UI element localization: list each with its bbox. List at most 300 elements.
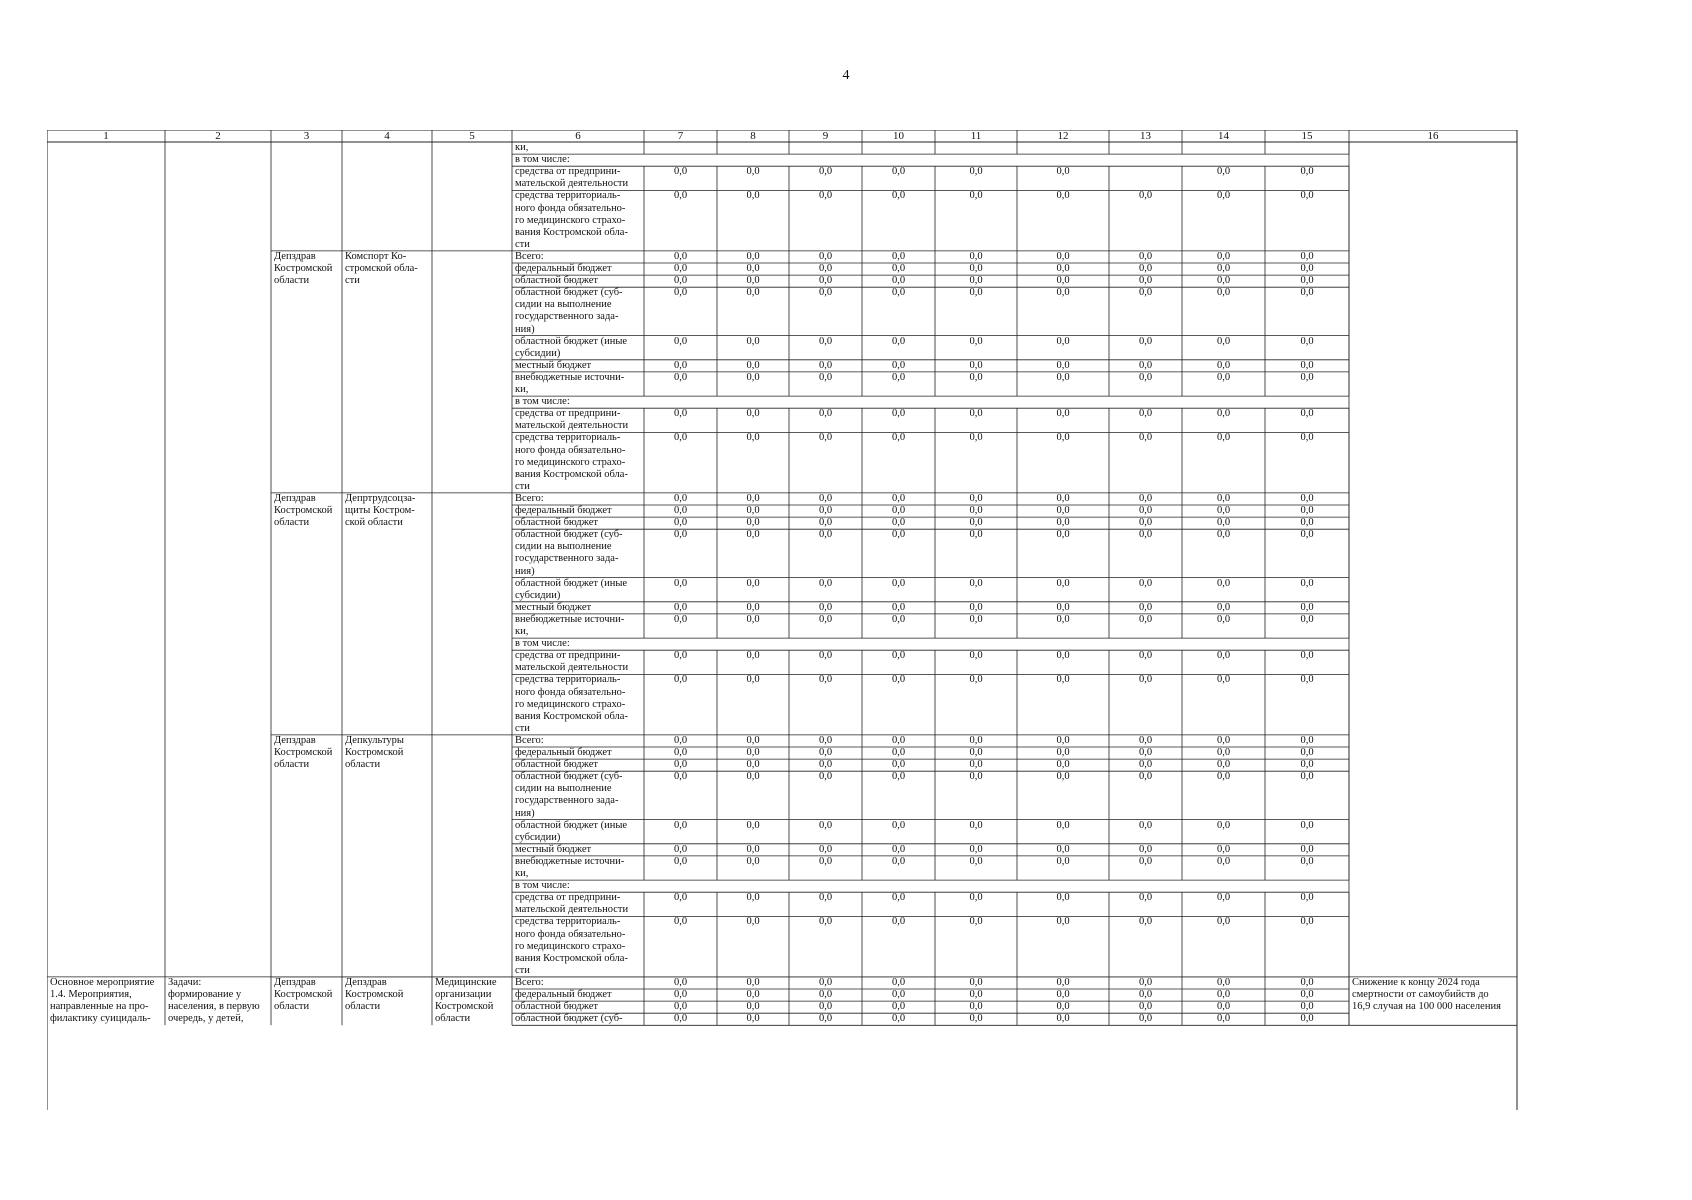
funding-row-value: 0,0 — [746, 335, 760, 347]
funding-row-value: 0,0 — [1138, 359, 1153, 371]
funding-row-label: вания Костромской обла- — [515, 468, 628, 480]
continuation-row-label: мательской деятельности — [515, 178, 629, 190]
funding-row-value: 0,0 — [673, 843, 688, 855]
funding-row-value: 0,0 — [1138, 674, 1153, 686]
funding-row-value: 0,0 — [746, 650, 760, 662]
funding-row-label: государственного зада- — [515, 553, 619, 565]
header-cell-16: 16 — [1427, 130, 1439, 142]
funding-row-value: 0,0 — [673, 371, 688, 383]
funding-row-value: 0,0 — [1216, 359, 1231, 371]
funding-row-label: Всего: — [515, 734, 544, 746]
funding-row-label: средства территориаль- — [515, 916, 621, 928]
funding-row-value: 0,0 — [1216, 734, 1231, 746]
funding-row-value: 0,0 — [891, 432, 906, 444]
funding-row-value: 0,0 — [1216, 371, 1231, 383]
funding-row-value: 0,0 — [1216, 674, 1231, 686]
funding-row-value: 0,0 — [891, 335, 906, 347]
funding-row-value: 0,0 — [969, 529, 983, 541]
funding-row-value: 0,0 — [1138, 650, 1153, 662]
funding-row-value: 0,0 — [746, 843, 760, 855]
funding-row-value: 0,0 — [818, 916, 833, 928]
executor-cell: области — [274, 275, 310, 287]
funding-row-value: 0,0 — [673, 1001, 688, 1013]
funding-row-value: 0,0 — [1056, 650, 1070, 662]
funding-row-label: сти — [515, 964, 530, 976]
funding-row-value: 0,0 — [746, 613, 760, 625]
funding-row-value: 0,0 — [891, 577, 906, 589]
coexecutor-cell: Депкультуры — [345, 734, 404, 746]
funding-row-value: 0,0 — [891, 1013, 906, 1025]
funding-row-label: местный бюджет — [515, 601, 592, 613]
funding-row-value: 0,0 — [818, 1001, 833, 1013]
funding-row-value: 0,0 — [1138, 1001, 1153, 1013]
funding-row-value: 0,0 — [969, 275, 983, 287]
funding-row-value: 0,0 — [818, 747, 833, 758]
funding-row-value: 0,0 — [891, 287, 906, 299]
executor-cell: области — [274, 759, 310, 771]
continuation-row-value: 0,0 — [891, 190, 906, 202]
funding-row-value: 0,0 — [1300, 855, 1314, 867]
funding-row-value: 0,0 — [818, 1013, 833, 1025]
continuation-row-label: ного фонда обязательно- — [515, 202, 626, 214]
funding-row-label: средства от предприни- — [515, 408, 621, 420]
funding-row-value: 0,0 — [818, 989, 833, 1000]
funding-row-value: 0,0 — [1300, 335, 1314, 347]
funding-row-value: 0,0 — [1056, 819, 1070, 831]
funding-row-value: 0,0 — [969, 771, 983, 783]
funding-row-value: 0,0 — [673, 359, 688, 371]
funding-row-label: государственного зада- — [515, 795, 619, 807]
participant-cell: Костромской — [435, 1001, 494, 1013]
funding-row-label: го медицинского страхо- — [515, 456, 626, 468]
funding-row-value: 0,0 — [746, 892, 760, 904]
funding-row-value: 0,0 — [746, 674, 760, 686]
funding-row-value: 0,0 — [1056, 771, 1070, 783]
funding-row-label: ния) — [515, 323, 535, 335]
funding-row-value: 0,0 — [1138, 855, 1153, 867]
coexecutor-cell: Костромской — [345, 747, 404, 758]
continuation-row-value: 0,0 — [746, 166, 760, 178]
funding-row-value: 0,0 — [746, 529, 760, 541]
coexecutor-cell: Костромской — [345, 989, 404, 1000]
funding-row-value: 0,0 — [1056, 275, 1070, 287]
funding-row-label: сидии на выполнение — [515, 783, 612, 795]
funding-row-value: 0,0 — [969, 505, 983, 516]
funding-row-value: 0,0 — [969, 432, 983, 444]
funding-row-label: мательской деятельности — [515, 662, 629, 674]
executor-cell: области — [274, 517, 310, 529]
coexecutor-cell: Депртрудсоцза- — [345, 492, 416, 504]
funding-row-label: федеральный бюджет — [515, 989, 612, 1000]
header-cell-6: 6 — [575, 130, 581, 142]
funding-row-value: 0,0 — [746, 577, 760, 589]
continuation-row-label: средства от предприни- — [515, 166, 621, 178]
funding-row-value: 0,0 — [969, 843, 983, 855]
funding-row-value: 0,0 — [746, 734, 760, 746]
continuation-row-value: 0,0 — [1056, 166, 1070, 178]
funding-row-value: 0,0 — [1056, 529, 1070, 541]
executor-cell: Депздрав — [274, 492, 316, 504]
participant-cell: области — [435, 1013, 471, 1025]
funding-row-value: 0,0 — [1138, 275, 1153, 287]
funding-row-value: 0,0 — [1056, 577, 1070, 589]
continuation-row-label: ки, — [515, 142, 529, 153]
header-cell-9: 9 — [822, 130, 829, 142]
funding-row-value: 0,0 — [1138, 408, 1153, 420]
funding-row-value: 0,0 — [1216, 432, 1231, 444]
executor-cell: Депздрав — [274, 734, 316, 746]
funding-row-label: субсидии) — [515, 347, 561, 359]
funding-row-value: 0,0 — [746, 1013, 760, 1025]
coexecutor-cell: Комспорт Ко- — [345, 250, 407, 262]
funding-row-value: 0,0 — [1216, 492, 1231, 504]
continuation-row-value: 0,0 — [1300, 166, 1314, 178]
continuation-row-value: 0,0 — [818, 190, 833, 202]
funding-row-value: 0,0 — [1138, 505, 1153, 516]
result-cell: Снижение к концу 2024 года — [1352, 976, 1480, 988]
funding-row-value: 0,0 — [969, 371, 983, 383]
continuation-row-value: 0,0 — [818, 166, 833, 178]
funding-row-value: 0,0 — [969, 492, 983, 504]
funding-row-value: 0,0 — [969, 674, 983, 686]
funding-row-value: 0,0 — [818, 492, 833, 504]
funding-row-value: 0,0 — [818, 287, 833, 299]
funding-row-value: 0,0 — [1056, 517, 1070, 529]
funding-row-value: 0,0 — [969, 577, 983, 589]
funding-row-value: 0,0 — [818, 371, 833, 383]
funding-row-value: 0,0 — [1056, 747, 1070, 758]
funding-row-value: 0,0 — [746, 989, 760, 1000]
funding-row-value: 0,0 — [1056, 432, 1070, 444]
funding-row-label: ного фонда обязательно- — [515, 686, 626, 698]
funding-row-label: Всего: — [515, 976, 544, 988]
funding-row-value: 0,0 — [1216, 250, 1231, 262]
funding-row-value: 0,0 — [1300, 843, 1314, 855]
funding-row-value: 0,0 — [1138, 577, 1153, 589]
funding-row-label: ки, — [515, 626, 529, 637]
funding-row-value: 0,0 — [673, 263, 688, 274]
task-cell: очередь, у детей, — [168, 1013, 244, 1025]
funding-row-value: 0,0 — [1216, 335, 1231, 347]
funding-row-value: 0,0 — [673, 505, 688, 516]
funding-row-value: 0,0 — [1300, 1013, 1314, 1025]
funding-row-value: 0,0 — [818, 650, 833, 662]
funding-row-label: ки, — [515, 868, 529, 879]
funding-row-value: 0,0 — [969, 1013, 983, 1025]
funding-row-label: местный бюджет — [515, 359, 592, 371]
funding-row-value: 0,0 — [673, 492, 688, 504]
funding-row-value: 0,0 — [969, 287, 983, 299]
funding-row-value: 0,0 — [1216, 263, 1231, 274]
funding-row-value: 0,0 — [673, 734, 688, 746]
header-cell-11: 11 — [970, 130, 982, 142]
funding-row-value: 0,0 — [969, 517, 983, 529]
funding-row-value: 0,0 — [746, 287, 760, 299]
funding-row-value: 0,0 — [818, 517, 833, 529]
continuation-row-value: 0,0 — [969, 166, 983, 178]
funding-row-value: 0,0 — [969, 976, 983, 988]
funding-row-value: 0,0 — [1138, 819, 1153, 831]
funding-row-value: 0,0 — [1056, 250, 1070, 262]
continuation-row-value: 0,0 — [673, 190, 688, 202]
funding-row-value: 0,0 — [1138, 771, 1153, 783]
funding-row-value: 0,0 — [673, 976, 688, 988]
continuation-row-value: 0,0 — [746, 190, 760, 202]
funding-row-value: 0,0 — [891, 759, 906, 771]
funding-row-value: 0,0 — [1216, 892, 1231, 904]
funding-row-value: 0,0 — [818, 263, 833, 274]
funding-row-value: 0,0 — [1216, 517, 1231, 529]
funding-row-value: 0,0 — [1216, 976, 1231, 988]
coexecutor-cell: Депздрав — [345, 976, 387, 988]
executor-cell: области — [274, 1001, 310, 1013]
funding-row-value: 0,0 — [673, 1013, 688, 1025]
funding-row-label: сти — [515, 722, 530, 734]
continuation-row-value: 0,0 — [969, 190, 983, 202]
funding-row-value: 0,0 — [746, 747, 760, 758]
funding-row-label: сти — [515, 480, 530, 492]
funding-row-label: в том числе: — [515, 880, 570, 892]
funding-row-value: 0,0 — [1138, 916, 1153, 928]
funding-row-value: 0,0 — [1300, 734, 1314, 746]
funding-row-value: 0,0 — [1216, 650, 1231, 662]
funding-row-value: 0,0 — [891, 359, 906, 371]
header-cell-1: 1 — [103, 130, 109, 142]
funding-row-label: федеральный бюджет — [515, 263, 612, 274]
funding-row-value: 0,0 — [818, 613, 833, 625]
funding-row-value: 0,0 — [1216, 1001, 1231, 1013]
funding-row-value: 0,0 — [891, 843, 906, 855]
header-cell-12: 12 — [1057, 130, 1069, 142]
task-cell: населения, в первую — [168, 1001, 260, 1013]
funding-row-value: 0,0 — [969, 601, 983, 613]
funding-row-value: 0,0 — [746, 359, 760, 371]
funding-row-value: 0,0 — [673, 759, 688, 771]
continuation-row-label: в том числе: — [515, 154, 570, 166]
executor-cell: Костромской — [274, 505, 333, 516]
funding-row-value: 0,0 — [1138, 263, 1153, 274]
funding-row-value: 0,0 — [1138, 989, 1153, 1000]
funding-row-label: вания Костромской обла- — [515, 952, 628, 964]
funding-row-label: Всего: — [515, 250, 544, 262]
funding-row-value: 0,0 — [673, 613, 688, 625]
funding-row-value: 0,0 — [1216, 989, 1231, 1000]
funding-row-value: 0,0 — [1216, 855, 1231, 867]
funding-row-label: федеральный бюджет — [515, 747, 612, 758]
coexecutor-cell: сти — [345, 275, 360, 287]
continuation-row-value: 0,0 — [1138, 190, 1153, 202]
funding-row-value: 0,0 — [891, 916, 906, 928]
funding-row-value: 0,0 — [1300, 492, 1314, 504]
funding-row-label: в том числе: — [515, 638, 570, 650]
funding-row-value: 0,0 — [1056, 601, 1070, 613]
funding-row-value: 0,0 — [746, 250, 760, 262]
funding-row-value: 0,0 — [1138, 734, 1153, 746]
funding-row-value: 0,0 — [673, 674, 688, 686]
funding-row-label: областной бюджет (иные — [515, 577, 628, 589]
funding-row-label: в том числе: — [515, 396, 570, 408]
funding-row-value: 0,0 — [891, 1001, 906, 1013]
funding-row-value: 0,0 — [1138, 529, 1153, 541]
task-cell: формирование у — [168, 989, 242, 1000]
funding-row-value: 0,0 — [969, 613, 983, 625]
funding-row-value: 0,0 — [891, 650, 906, 662]
funding-row-label: средства территориаль- — [515, 432, 621, 444]
funding-row-value: 0,0 — [969, 650, 983, 662]
continuation-row-value: 0,0 — [1216, 166, 1231, 178]
funding-row-label: местный бюджет — [515, 843, 592, 855]
funding-row-label: внебюджетные источни- — [515, 855, 625, 867]
funding-row-value: 0,0 — [746, 819, 760, 831]
funding-row-value: 0,0 — [1056, 287, 1070, 299]
header-cell-15: 15 — [1301, 130, 1313, 142]
funding-row-value: 0,0 — [673, 892, 688, 904]
funding-row-value: 0,0 — [818, 359, 833, 371]
funding-row-value: 0,0 — [1056, 359, 1070, 371]
funding-row-value: 0,0 — [818, 771, 833, 783]
funding-row-label: го медицинского страхо- — [515, 698, 626, 710]
funding-row-label: мательской деятельности — [515, 904, 629, 916]
measure-name-cell: Основное мероприятие — [50, 976, 155, 988]
funding-row-value: 0,0 — [1138, 432, 1153, 444]
funding-row-value: 0,0 — [1056, 263, 1070, 274]
measure-name-cell: филактику суицидаль- — [50, 1013, 151, 1025]
funding-row-value: 0,0 — [1056, 613, 1070, 625]
funding-row-label: сидии на выполнение — [515, 541, 612, 553]
funding-row-label: областной бюджет — [515, 1001, 598, 1013]
funding-row-label: ного фонда обязательно- — [515, 444, 626, 456]
result-cell: смертности от самоубийств до — [1352, 989, 1489, 1000]
funding-row-value: 0,0 — [746, 408, 760, 420]
funding-row-value: 0,0 — [891, 976, 906, 988]
funding-row-value: 0,0 — [1056, 734, 1070, 746]
funding-row-value: 0,0 — [1300, 916, 1314, 928]
funding-row-value: 0,0 — [818, 759, 833, 771]
funding-row-value: 0,0 — [1300, 1001, 1314, 1013]
funding-row-value: 0,0 — [891, 819, 906, 831]
funding-row-value: 0,0 — [818, 892, 833, 904]
funding-row-value: 0,0 — [818, 819, 833, 831]
funding-row-value: 0,0 — [818, 432, 833, 444]
funding-row-value: 0,0 — [891, 855, 906, 867]
budget-table — [47, 130, 1647, 1110]
funding-row-value: 0,0 — [1216, 843, 1231, 855]
header-cell-7: 7 — [677, 130, 684, 142]
funding-row-value: 0,0 — [1300, 263, 1314, 274]
funding-row-value: 0,0 — [1056, 505, 1070, 516]
funding-row-value: 0,0 — [1300, 250, 1314, 262]
funding-row-value: 0,0 — [1138, 747, 1153, 758]
funding-row-value: 0,0 — [818, 734, 833, 746]
funding-row-value: 0,0 — [891, 771, 906, 783]
page-number: 4 — [842, 68, 850, 83]
funding-row-value: 0,0 — [1056, 492, 1070, 504]
continuation-row-value: 0,0 — [673, 166, 688, 178]
funding-row-value: 0,0 — [746, 275, 760, 287]
funding-row-value: 0,0 — [1056, 335, 1070, 347]
continuation-row-label: го медицинского страхо- — [515, 214, 626, 226]
funding-row-value: 0,0 — [673, 408, 688, 420]
funding-row-value: 0,0 — [673, 529, 688, 541]
funding-row-value: 0,0 — [1300, 432, 1314, 444]
funding-row-value: 0,0 — [891, 529, 906, 541]
funding-row-value: 0,0 — [1300, 613, 1314, 625]
funding-row-value: 0,0 — [1138, 371, 1153, 383]
funding-row-value: 0,0 — [969, 1001, 983, 1013]
executor-cell: Депздрав — [274, 250, 316, 262]
funding-row-value: 0,0 — [673, 771, 688, 783]
funding-row-value: 0,0 — [1300, 505, 1314, 516]
funding-row-value: 0,0 — [1138, 976, 1153, 988]
funding-row-value: 0,0 — [1138, 1013, 1153, 1025]
funding-row-label: областной бюджет (суб- — [515, 771, 623, 783]
funding-row-value: 0,0 — [969, 263, 983, 274]
funding-row-value: 0,0 — [746, 492, 760, 504]
funding-row-value: 0,0 — [818, 855, 833, 867]
funding-row-value: 0,0 — [969, 250, 983, 262]
funding-row-value: 0,0 — [673, 855, 688, 867]
header-cell-2: 2 — [215, 130, 221, 142]
funding-row-value: 0,0 — [969, 759, 983, 771]
funding-row-label: областной бюджет (суб- — [515, 529, 623, 541]
funding-row-value: 0,0 — [1056, 989, 1070, 1000]
funding-row-value: 0,0 — [746, 601, 760, 613]
funding-row-value: 0,0 — [746, 916, 760, 928]
funding-row-value: 0,0 — [673, 335, 688, 347]
funding-row-value: 0,0 — [746, 1001, 760, 1013]
funding-row-value: 0,0 — [1300, 989, 1314, 1000]
funding-row-label: средства от предприни- — [515, 650, 621, 662]
funding-row-label: государственного зада- — [515, 311, 619, 323]
funding-row-label: средства территориаль- — [515, 674, 621, 686]
funding-row-value: 0,0 — [746, 263, 760, 274]
funding-row-value: 0,0 — [818, 250, 833, 262]
result-cell: 16,9 случая на 100 000 населения — [1352, 1001, 1501, 1013]
funding-row-value: 0,0 — [1300, 976, 1314, 988]
header-cell-5: 5 — [469, 130, 475, 142]
funding-row-value: 0,0 — [818, 335, 833, 347]
participant-cell: организации — [435, 989, 492, 1000]
funding-row-value: 0,0 — [891, 408, 906, 420]
funding-row-value: 0,0 — [746, 976, 760, 988]
funding-row-value: 0,0 — [1056, 855, 1070, 867]
funding-row-label: внебюджетные источни- — [515, 613, 625, 625]
funding-row-value: 0,0 — [1216, 601, 1231, 613]
funding-row-label: Всего: — [515, 492, 544, 504]
funding-row-value: 0,0 — [891, 601, 906, 613]
funding-row-label: федеральный бюджет — [515, 505, 612, 516]
funding-row-value: 0,0 — [1138, 892, 1153, 904]
funding-row-value: 0,0 — [1216, 408, 1231, 420]
funding-row-value: 0,0 — [746, 517, 760, 529]
participant-cell: Медицинские — [435, 976, 497, 988]
executor-cell: Костромской — [274, 747, 333, 758]
funding-row-value: 0,0 — [1300, 674, 1314, 686]
funding-row-value: 0,0 — [746, 771, 760, 783]
funding-row-label: ния) — [515, 807, 535, 819]
funding-row-value: 0,0 — [1216, 916, 1231, 928]
funding-row-value: 0,0 — [1300, 577, 1314, 589]
funding-row-value: 0,0 — [891, 492, 906, 504]
funding-row-value: 0,0 — [891, 263, 906, 274]
funding-row-value: 0,0 — [673, 275, 688, 287]
funding-row-label: областной бюджет (иные — [515, 819, 628, 831]
funding-row-value: 0,0 — [746, 855, 760, 867]
funding-row-value: 0,0 — [1300, 359, 1314, 371]
funding-row-value: 0,0 — [1216, 529, 1231, 541]
funding-row-value: 0,0 — [1300, 517, 1314, 529]
funding-row-value: 0,0 — [818, 577, 833, 589]
